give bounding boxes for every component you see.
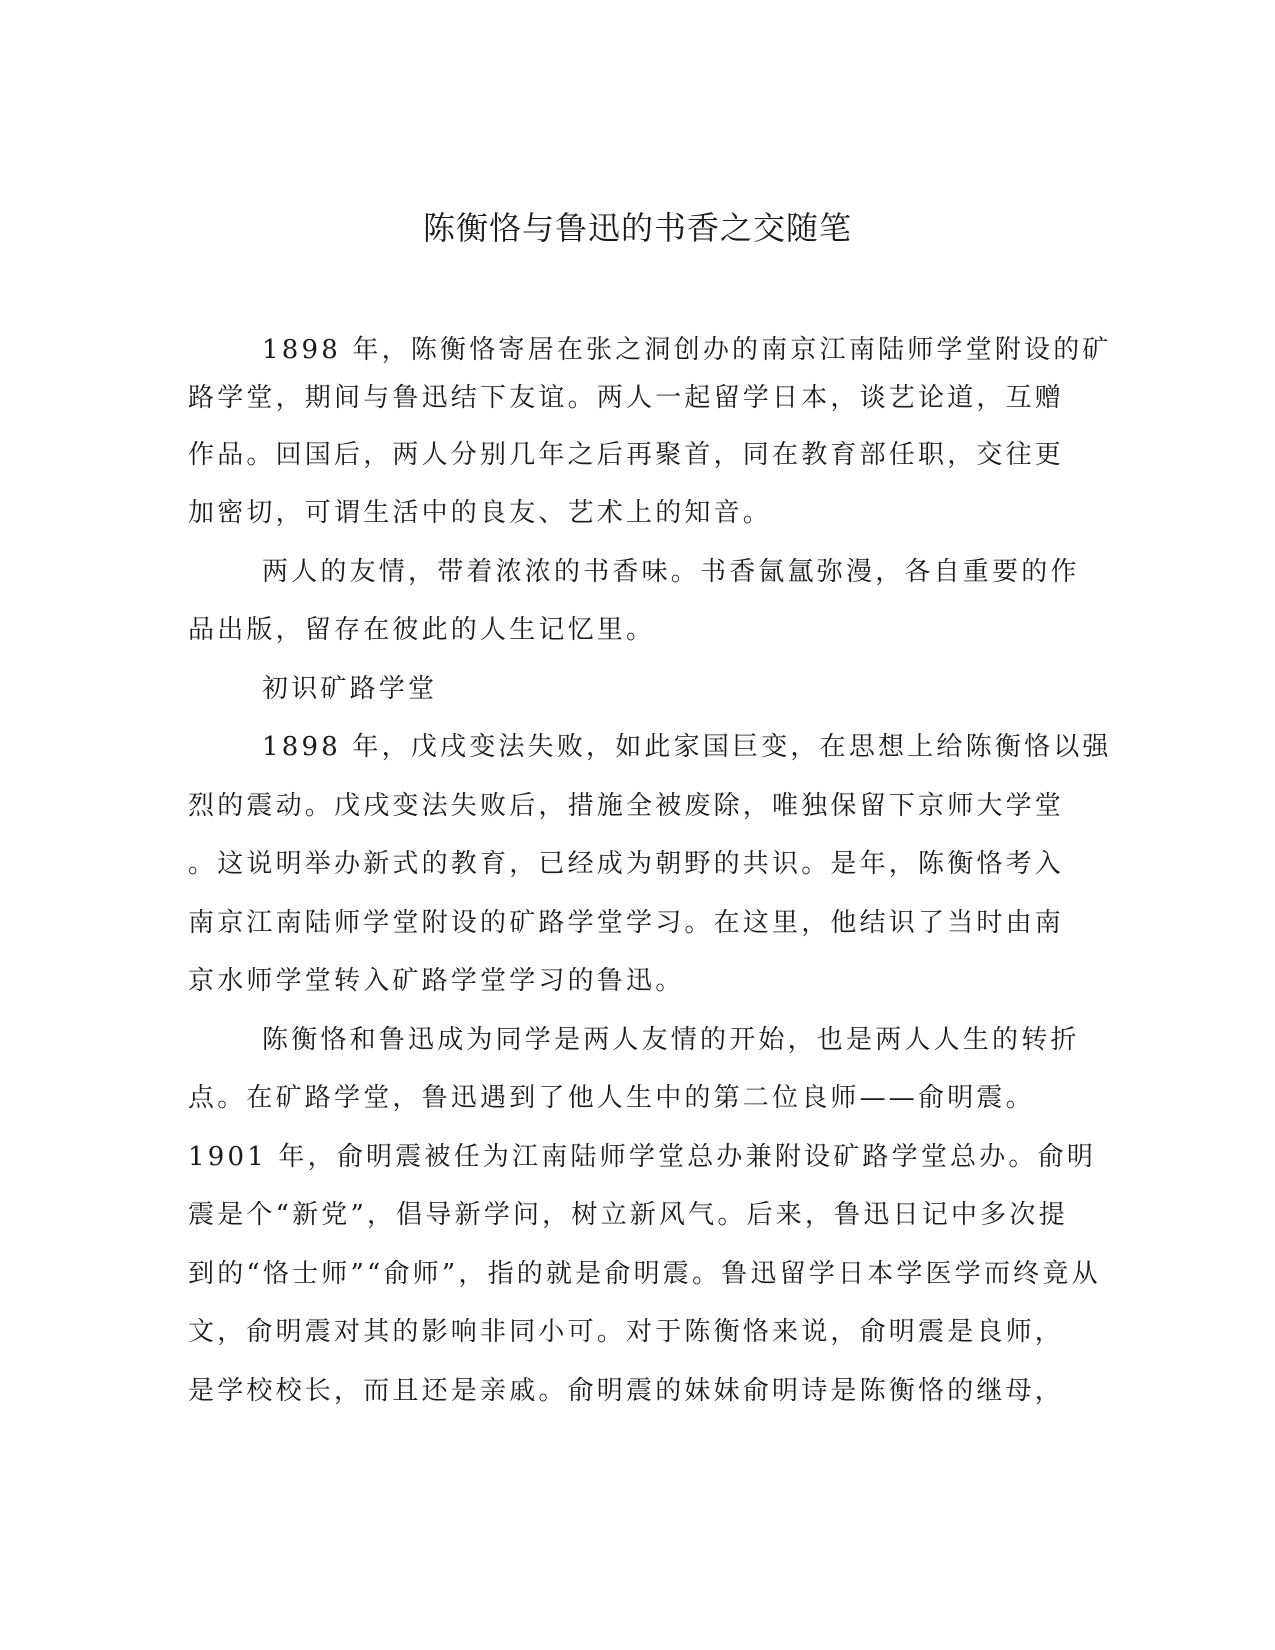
paragraph-line: 陈衡恪和鲁迅成为同学是两人友情的开始，也是两人人生的转折 [262,1025,1080,1055]
paragraph-line: 。这说明举办新式的教育，已经成为朝野的共识。是年，陈衡恪考入 [188,849,1065,879]
paragraph-line: 1898 年，陈衡恪寄居在张之洞创办的南京江南陆师学堂附设的矿 [262,335,1112,365]
paragraph-line: 是学校校长，而且还是亲戚。俞明震的妹妹俞明诗是陈衡恪的继母， [188,1376,1065,1406]
paragraph-line: 烈的震动。戊戌变法失败后，措施全被废除，唯独保留下京师大学堂 [188,791,1065,821]
paragraph-line: 加密切，可谓生活中的良友、艺术上的知音。 [188,498,773,528]
document-title: 陈衡恪与鲁迅的书香之交随笔 [422,209,852,247]
paragraph-line: 两人的友情，带着浓浓的书香味。书香氤氲弥漫，各自重要的作 [262,557,1080,587]
paragraph-line: 南京江南陆师学堂附设的矿路学堂学习。在这里，他结识了当时由南 [188,908,1065,938]
paragraph-line: 到的“恪士师”“俞师”，指的就是俞明震。鲁迅留学日本学医学而终竟从 [188,1259,1101,1289]
paragraph-line: 作品。回国后，两人分别几年之后再聚首，同在教育部任职，交往更 [188,440,1065,470]
paragraph-line: 震是个“新党”，倡导新学问，树立新风气。后来，鲁迅日记中多次提 [188,1200,1068,1230]
paragraph-line: 点。在矿路学堂，鲁迅遇到了他人生中的第二位良师——俞明震。 [188,1083,1035,1113]
paragraph-line: 1901 年，俞明震被任为江南陆师学堂总办兼附设矿路学堂总办。俞明 [188,1142,1097,1172]
paragraph-line: 1898 年，戊戌变法失败，如此家国巨变，在思想上给陈衡恪以强 [262,732,1112,762]
section-heading: 初识矿路学堂 [262,674,438,704]
paragraph-line: 路学堂，期间与鲁迅结下友谊。两人一起留学日本，谈艺论道，互赠 [188,383,1065,413]
paragraph-line: 品出版，留存在彼此的人生记忆里。 [188,615,656,645]
paragraph-line: 京水师学堂转入矿路学堂学习的鲁迅。 [188,966,685,996]
paragraph-line: 文，俞明震对其的影响非同小可。对于陈衡恪来说，俞明震是良师， [188,1317,1065,1347]
